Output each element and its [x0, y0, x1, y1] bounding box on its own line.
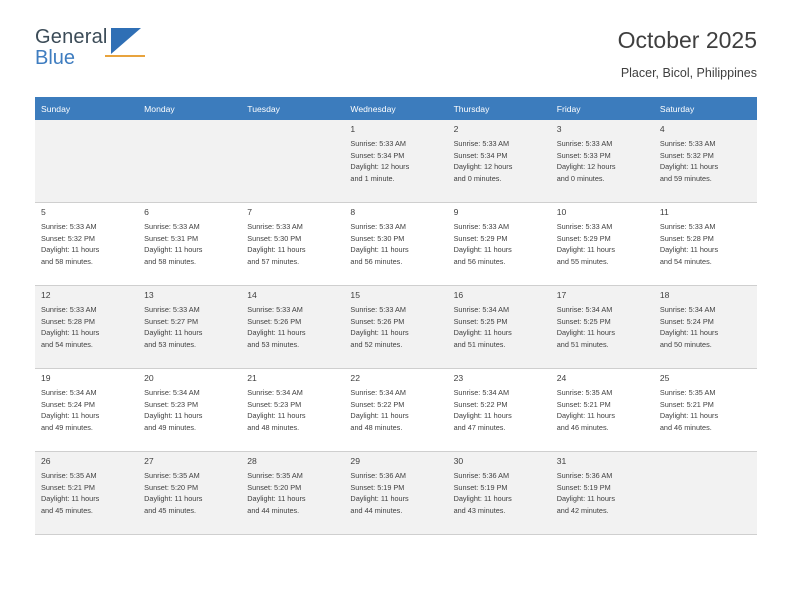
- day-detail-line: Sunrise: 5:35 AM: [659, 388, 716, 397]
- day-detail-line: and 58 minutes.: [144, 256, 197, 266]
- weekday-header-row: [35, 97, 757, 120]
- calendar-cell-content: [551, 452, 654, 530]
- calendar-cell-content: [448, 369, 551, 447]
- weekday-header-friday: Friday: [551, 97, 654, 120]
- calendar-day-cell[interactable]: [448, 369, 551, 452]
- calendar-day-cell[interactable]: [448, 120, 551, 203]
- day-details: [144, 221, 235, 267]
- day-number: 24: [556, 373, 567, 383]
- day-number: 18: [659, 290, 670, 300]
- day-details: [350, 470, 441, 516]
- calendar-cell-content: [241, 369, 344, 447]
- day-detail-line: Daylight: 11 hours: [350, 328, 409, 337]
- calendar-cell-content: [35, 452, 138, 530]
- day-detail-line: Sunrise: 5:34 AM: [247, 388, 303, 397]
- day-detail-line: and 1 minute.: [350, 173, 395, 183]
- day-detail-line: Sunset: 5:29 PM: [453, 233, 508, 243]
- day-detail-line: Sunset: 5:23 PM: [144, 399, 199, 409]
- day-detail-line: Daylight: 11 hours: [41, 411, 100, 420]
- calendar-day-cell[interactable]: [35, 286, 138, 369]
- day-detail-line: and 46 minutes.: [556, 422, 609, 432]
- day-detail-line: Daylight: 11 hours: [453, 328, 512, 337]
- calendar-cell-content: [241, 120, 344, 198]
- day-detail-line: Daylight: 11 hours: [41, 328, 100, 337]
- day-detail-line: Sunset: 5:24 PM: [659, 316, 714, 326]
- day-details: [41, 470, 132, 516]
- day-detail-line: and 54 minutes.: [41, 339, 93, 349]
- calendar-cell-content: [138, 120, 241, 198]
- day-detail-line: Daylight: 11 hours: [144, 494, 203, 503]
- day-detail-line: Sunrise: 5:34 AM: [453, 388, 510, 397]
- page-header: [35, 0, 757, 80]
- day-detail-line: and 57 minutes.: [247, 256, 300, 266]
- calendar-cell-content: [35, 286, 138, 364]
- day-detail-line: and 55 minutes.: [556, 256, 609, 266]
- day-number: 23: [453, 373, 464, 383]
- day-detail-line: Daylight: 11 hours: [453, 494, 512, 503]
- calendar-day-cell[interactable]: [551, 120, 654, 203]
- day-detail-line: Sunset: 5:21 PM: [41, 482, 95, 492]
- day-number: 28: [247, 456, 257, 466]
- day-detail-line: Sunrise: 5:36 AM: [453, 471, 510, 480]
- calendar-day-cell[interactable]: [35, 452, 138, 535]
- day-detail-line: Sunrise: 5:33 AM: [247, 305, 303, 314]
- day-detail-line: Sunset: 5:28 PM: [41, 316, 95, 326]
- day-details: [557, 138, 648, 184]
- day-details: [144, 387, 235, 433]
- day-detail-line: and 47 minutes.: [453, 422, 506, 432]
- day-number: 19: [41, 373, 51, 383]
- calendar-cell-content: [551, 120, 654, 198]
- day-detail-line: Daylight: 11 hours: [453, 245, 512, 254]
- day-detail-line: and 58 minutes.: [41, 256, 93, 266]
- calendar-day-cell[interactable]: [241, 203, 344, 286]
- day-detail-line: Sunrise: 5:34 AM: [144, 388, 200, 397]
- day-number: 10: [556, 207, 567, 217]
- calendar-day-cell[interactable]: [344, 452, 447, 535]
- day-number: 21: [247, 373, 257, 383]
- day-detail-line: and 51 minutes.: [556, 339, 609, 349]
- day-detail-line: Sunrise: 5:34 AM: [41, 388, 97, 397]
- day-details: [557, 304, 648, 350]
- day-number: 29: [350, 456, 360, 466]
- day-detail-line: Sunrise: 5:33 AM: [144, 222, 200, 231]
- day-detail-line: Sunrise: 5:33 AM: [247, 222, 303, 231]
- day-detail-line: and 46 minutes.: [659, 422, 712, 432]
- day-number: 13: [144, 290, 154, 300]
- day-number: 30: [453, 456, 464, 466]
- day-details: [144, 470, 235, 516]
- day-detail-line: and 51 minutes.: [453, 339, 506, 349]
- day-detail-line: Daylight: 11 hours: [659, 245, 719, 254]
- day-details: [41, 304, 132, 350]
- calendar-week-row: [35, 203, 757, 286]
- day-number: 14: [247, 290, 257, 300]
- calendar-week-row: [35, 369, 757, 452]
- calendar-cell-content: [344, 452, 447, 530]
- day-detail-line: Sunset: 5:25 PM: [556, 316, 611, 326]
- day-details: [660, 304, 751, 350]
- day-details: [350, 221, 441, 267]
- calendar-cell-content: [138, 203, 241, 281]
- calendar-cell-content: [138, 286, 241, 364]
- day-detail-line: Sunset: 5:32 PM: [659, 150, 714, 160]
- day-detail-line: Sunset: 5:22 PM: [350, 399, 405, 409]
- calendar-cell-content: [138, 452, 241, 530]
- day-number: 12: [41, 290, 51, 300]
- calendar-day-cell[interactable]: [448, 286, 551, 369]
- day-detail-line: and 49 minutes.: [144, 422, 197, 432]
- day-detail-line: Daylight: 11 hours: [350, 245, 409, 254]
- day-details: [660, 221, 751, 267]
- calendar-day-cell[interactable]: [654, 203, 757, 286]
- calendar-day-cell[interactable]: [551, 203, 654, 286]
- calendar-week-row: [35, 120, 757, 203]
- calendar-week-row: [35, 286, 757, 369]
- day-detail-line: Daylight: 12 hours: [556, 162, 616, 171]
- weekday-header-monday: Monday: [138, 97, 241, 120]
- day-detail-line: Daylight: 11 hours: [41, 494, 100, 503]
- day-detail-line: and 56 minutes.: [350, 256, 403, 266]
- day-detail-line: Daylight: 11 hours: [659, 411, 719, 420]
- day-details: [144, 304, 235, 350]
- day-details: [247, 221, 338, 267]
- day-detail-line: and 59 minutes.: [659, 173, 712, 183]
- day-detail-line: Daylight: 11 hours: [659, 328, 719, 337]
- day-number: 15: [350, 290, 360, 300]
- day-detail-line: Daylight: 11 hours: [556, 494, 615, 503]
- logo: [35, 26, 145, 72]
- day-detail-line: Sunset: 5:34 PM: [453, 150, 508, 160]
- calendar-day-cell[interactable]: [344, 120, 447, 203]
- weekday-header-wednesday: Wednesday: [344, 97, 447, 120]
- day-number: 4: [659, 124, 665, 134]
- calendar-cell-content: [448, 120, 551, 198]
- day-number: 1: [350, 124, 356, 134]
- day-number: 22: [350, 373, 360, 383]
- calendar-day-cell[interactable]: [138, 286, 241, 369]
- day-detail-line: and 48 minutes.: [247, 422, 300, 432]
- day-number: 8: [350, 207, 356, 217]
- day-detail-line: Sunset: 5:25 PM: [453, 316, 508, 326]
- day-number: 3: [556, 124, 562, 134]
- day-detail-line: Daylight: 11 hours: [659, 162, 719, 171]
- weekday-header-tuesday: Tuesday: [241, 97, 344, 120]
- day-number: 27: [144, 456, 154, 466]
- calendar-cell-content: [241, 286, 344, 364]
- calendar-day-cell[interactable]: [344, 369, 447, 452]
- calendar-day-cell[interactable]: [654, 369, 757, 452]
- day-details: [557, 221, 648, 267]
- day-detail-line: and 43 minutes.: [453, 505, 506, 515]
- day-detail-line: Daylight: 11 hours: [350, 494, 409, 503]
- day-details: [557, 387, 648, 433]
- day-detail-line: Daylight: 11 hours: [350, 411, 409, 420]
- day-details: [454, 304, 545, 350]
- calendar-cell-content: [448, 286, 551, 364]
- day-detail-line: Daylight: 12 hours: [453, 162, 513, 171]
- day-detail-line: Daylight: 11 hours: [247, 494, 306, 503]
- day-detail-line: Sunrise: 5:34 AM: [350, 388, 406, 397]
- day-detail-line: Sunrise: 5:35 AM: [556, 388, 613, 397]
- calendar-day-cell[interactable]: [138, 452, 241, 535]
- day-details: [454, 470, 545, 516]
- day-detail-line: Sunrise: 5:34 AM: [453, 305, 510, 314]
- calendar-cell-content: [448, 452, 551, 530]
- day-detail-line: Sunrise: 5:33 AM: [350, 139, 406, 148]
- day-details: [247, 387, 338, 433]
- day-detail-line: and 56 minutes.: [453, 256, 506, 266]
- calendar-day-cell[interactable]: [448, 452, 551, 535]
- calendar-cell-content: [551, 286, 654, 364]
- day-details: [557, 470, 648, 516]
- day-detail-line: Sunset: 5:26 PM: [247, 316, 302, 326]
- day-detail-line: Sunset: 5:32 PM: [41, 233, 95, 243]
- day-detail-line: Sunset: 5:22 PM: [453, 399, 508, 409]
- calendar-day-cell[interactable]: [551, 369, 654, 452]
- calendar-cell-content: [35, 369, 138, 447]
- calendar-cell-content: [241, 452, 344, 530]
- location-subtitle: Placer, Bicol, Philippines: [620, 66, 757, 80]
- day-detail-line: Sunrise: 5:33 AM: [556, 139, 613, 148]
- day-number: 26: [41, 456, 51, 466]
- day-detail-line: Sunset: 5:33 PM: [556, 150, 611, 160]
- day-detail-line: Sunset: 5:21 PM: [556, 399, 611, 409]
- day-detail-line: Daylight: 11 hours: [144, 328, 203, 337]
- day-detail-line: Sunrise: 5:35 AM: [247, 471, 303, 480]
- day-detail-line: Daylight: 11 hours: [144, 245, 203, 254]
- day-detail-line: Sunrise: 5:33 AM: [453, 139, 510, 148]
- day-detail-line: Sunset: 5:19 PM: [350, 482, 405, 492]
- calendar-day-cell[interactable]: [551, 452, 654, 535]
- calendar-cell-content: [654, 286, 757, 364]
- day-detail-line: Sunset: 5:20 PM: [247, 482, 302, 492]
- day-detail-line: and 50 minutes.: [659, 339, 712, 349]
- day-detail-line: Sunrise: 5:36 AM: [556, 471, 613, 480]
- day-detail-line: Sunset: 5:19 PM: [556, 482, 611, 492]
- calendar-empty-cell: [241, 120, 344, 203]
- day-detail-line: Daylight: 11 hours: [247, 411, 306, 420]
- logo-underline: [105, 55, 145, 57]
- calendar-day-cell[interactable]: [654, 120, 757, 203]
- day-detail-line: and 54 minutes.: [659, 256, 712, 266]
- calendar-cell-content: [551, 203, 654, 281]
- day-detail-line: and 42 minutes.: [556, 505, 609, 515]
- calendar-cell-content: [551, 369, 654, 447]
- day-detail-line: Sunset: 5:28 PM: [659, 233, 714, 243]
- day-detail-line: Daylight: 11 hours: [556, 328, 615, 337]
- day-number: 2: [453, 124, 459, 134]
- day-detail-line: Sunset: 5:19 PM: [453, 482, 508, 492]
- calendar-week-row: [35, 452, 757, 535]
- day-details: [454, 221, 545, 267]
- calendar-cell-content: [344, 286, 447, 364]
- day-detail-line: Daylight: 11 hours: [247, 245, 306, 254]
- day-details: [41, 387, 132, 433]
- day-detail-line: Sunrise: 5:35 AM: [144, 471, 200, 480]
- day-detail-line: Sunrise: 5:36 AM: [350, 471, 406, 480]
- day-details: [247, 304, 338, 350]
- day-number: 16: [453, 290, 464, 300]
- calendar-cell-content: [654, 452, 757, 530]
- day-number: 20: [144, 373, 154, 383]
- day-details: [454, 138, 545, 184]
- day-details: [350, 304, 441, 350]
- day-detail-line: and 45 minutes.: [144, 505, 197, 515]
- day-detail-line: Sunrise: 5:33 AM: [41, 222, 97, 231]
- day-detail-line: Daylight: 11 hours: [41, 245, 100, 254]
- day-number: 31: [556, 456, 567, 466]
- calendar-day-cell[interactable]: [35, 369, 138, 452]
- day-detail-line: and 0 minutes.: [556, 173, 605, 183]
- day-detail-line: Sunset: 5:21 PM: [659, 399, 714, 409]
- calendar-day-cell[interactable]: [551, 286, 654, 369]
- day-detail-line: Daylight: 11 hours: [556, 245, 615, 254]
- day-details: [350, 138, 441, 184]
- day-detail-line: and 44 minutes.: [350, 505, 403, 515]
- day-detail-line: Sunrise: 5:34 AM: [556, 305, 613, 314]
- title-block: [618, 26, 757, 80]
- day-detail-line: Sunset: 5:29 PM: [556, 233, 611, 243]
- triangle-icon: [111, 28, 141, 54]
- calendar-day-cell[interactable]: [654, 286, 757, 369]
- calendar-day-cell[interactable]: [241, 286, 344, 369]
- calendar-day-cell[interactable]: [344, 286, 447, 369]
- day-detail-line: and 0 minutes.: [453, 173, 502, 183]
- day-number: 11: [659, 207, 669, 217]
- weekday-header-saturday: Saturday: [654, 97, 757, 120]
- day-detail-line: Daylight: 11 hours: [556, 411, 615, 420]
- day-detail-line: Daylight: 11 hours: [144, 411, 203, 420]
- day-detail-line: Sunrise: 5:33 AM: [350, 222, 406, 231]
- day-detail-line: Sunset: 5:30 PM: [247, 233, 302, 243]
- day-detail-line: Sunset: 5:20 PM: [144, 482, 199, 492]
- day-detail-line: and 53 minutes.: [144, 339, 197, 349]
- day-details: [660, 387, 751, 433]
- day-detail-line: Sunset: 5:23 PM: [247, 399, 302, 409]
- day-number: 7: [247, 207, 253, 217]
- day-detail-line: Sunrise: 5:33 AM: [659, 222, 716, 231]
- day-details: [454, 387, 545, 433]
- calendar-day-cell[interactable]: [138, 369, 241, 452]
- weekday-header-thursday: Thursday: [448, 97, 551, 120]
- calendar-empty-cell: [35, 120, 138, 203]
- calendar-day-cell[interactable]: [138, 203, 241, 286]
- day-detail-line: Sunrise: 5:33 AM: [659, 139, 716, 148]
- calendar-cell-content: [654, 203, 757, 281]
- calendar-empty-cell: [138, 120, 241, 203]
- day-detail-line: Sunrise: 5:33 AM: [453, 222, 510, 231]
- calendar-day-cell[interactable]: [241, 369, 344, 452]
- day-detail-line: Sunset: 5:31 PM: [144, 233, 199, 243]
- day-detail-line: Sunset: 5:26 PM: [350, 316, 405, 326]
- calendar-cell-content: [654, 120, 757, 198]
- day-detail-line: Sunrise: 5:33 AM: [556, 222, 613, 231]
- day-detail-line: Daylight: 11 hours: [453, 411, 512, 420]
- day-detail-line: Sunrise: 5:33 AM: [41, 305, 97, 314]
- calendar-cell-content: [344, 120, 447, 198]
- day-number: 9: [453, 207, 459, 217]
- day-detail-line: Sunrise: 5:33 AM: [144, 305, 200, 314]
- calendar-day-cell[interactable]: [344, 203, 447, 286]
- calendar-day-cell[interactable]: [35, 203, 138, 286]
- page-title: October 2025: [617, 27, 757, 53]
- calendar-cell-content: [138, 369, 241, 447]
- calendar-cell-content: [654, 369, 757, 447]
- day-detail-line: Sunset: 5:30 PM: [350, 233, 405, 243]
- day-detail-line: Sunset: 5:27 PM: [144, 316, 199, 326]
- day-detail-line: and 44 minutes.: [247, 505, 300, 515]
- day-detail-line: and 49 minutes.: [41, 422, 93, 432]
- day-detail-line: Daylight: 11 hours: [247, 328, 306, 337]
- day-details: [41, 221, 132, 267]
- calendar-cell-content: [448, 203, 551, 281]
- day-number: 5: [41, 207, 46, 217]
- day-number: 17: [556, 290, 567, 300]
- logo-text-blue: Blue: [35, 47, 76, 69]
- calendar-table: [35, 97, 757, 535]
- day-details: [350, 387, 441, 433]
- calendar-cell-content: [241, 203, 344, 281]
- calendar-cell-content: [35, 203, 138, 281]
- day-detail-line: Daylight: 12 hours: [350, 162, 410, 171]
- day-detail-line: Sunrise: 5:33 AM: [350, 305, 406, 314]
- day-detail-line: Sunrise: 5:35 AM: [41, 471, 97, 480]
- day-details: [247, 470, 338, 516]
- calendar-cell-content: [344, 203, 447, 281]
- calendar-cell-content: [35, 120, 138, 198]
- day-detail-line: and 52 minutes.: [350, 339, 403, 349]
- calendar-empty-cell: [654, 452, 757, 535]
- day-detail-line: Sunrise: 5:34 AM: [659, 305, 716, 314]
- day-number: 25: [659, 373, 670, 383]
- day-detail-line: and 53 minutes.: [247, 339, 300, 349]
- day-number: 6: [144, 207, 149, 217]
- day-detail-line: Sunset: 5:34 PM: [350, 150, 405, 160]
- day-detail-line: and 45 minutes.: [41, 505, 93, 515]
- logo-text-general: General: [35, 26, 108, 48]
- day-details: [660, 138, 751, 184]
- calendar-day-cell[interactable]: [241, 452, 344, 535]
- day-detail-line: Sunset: 5:24 PM: [41, 399, 95, 409]
- calendar-cell-content: [344, 369, 447, 447]
- weekday-header-sunday: Sunday: [35, 97, 138, 120]
- calendar-day-cell[interactable]: [448, 203, 551, 286]
- calendar-body: [35, 120, 757, 535]
- day-detail-line: and 48 minutes.: [350, 422, 403, 432]
